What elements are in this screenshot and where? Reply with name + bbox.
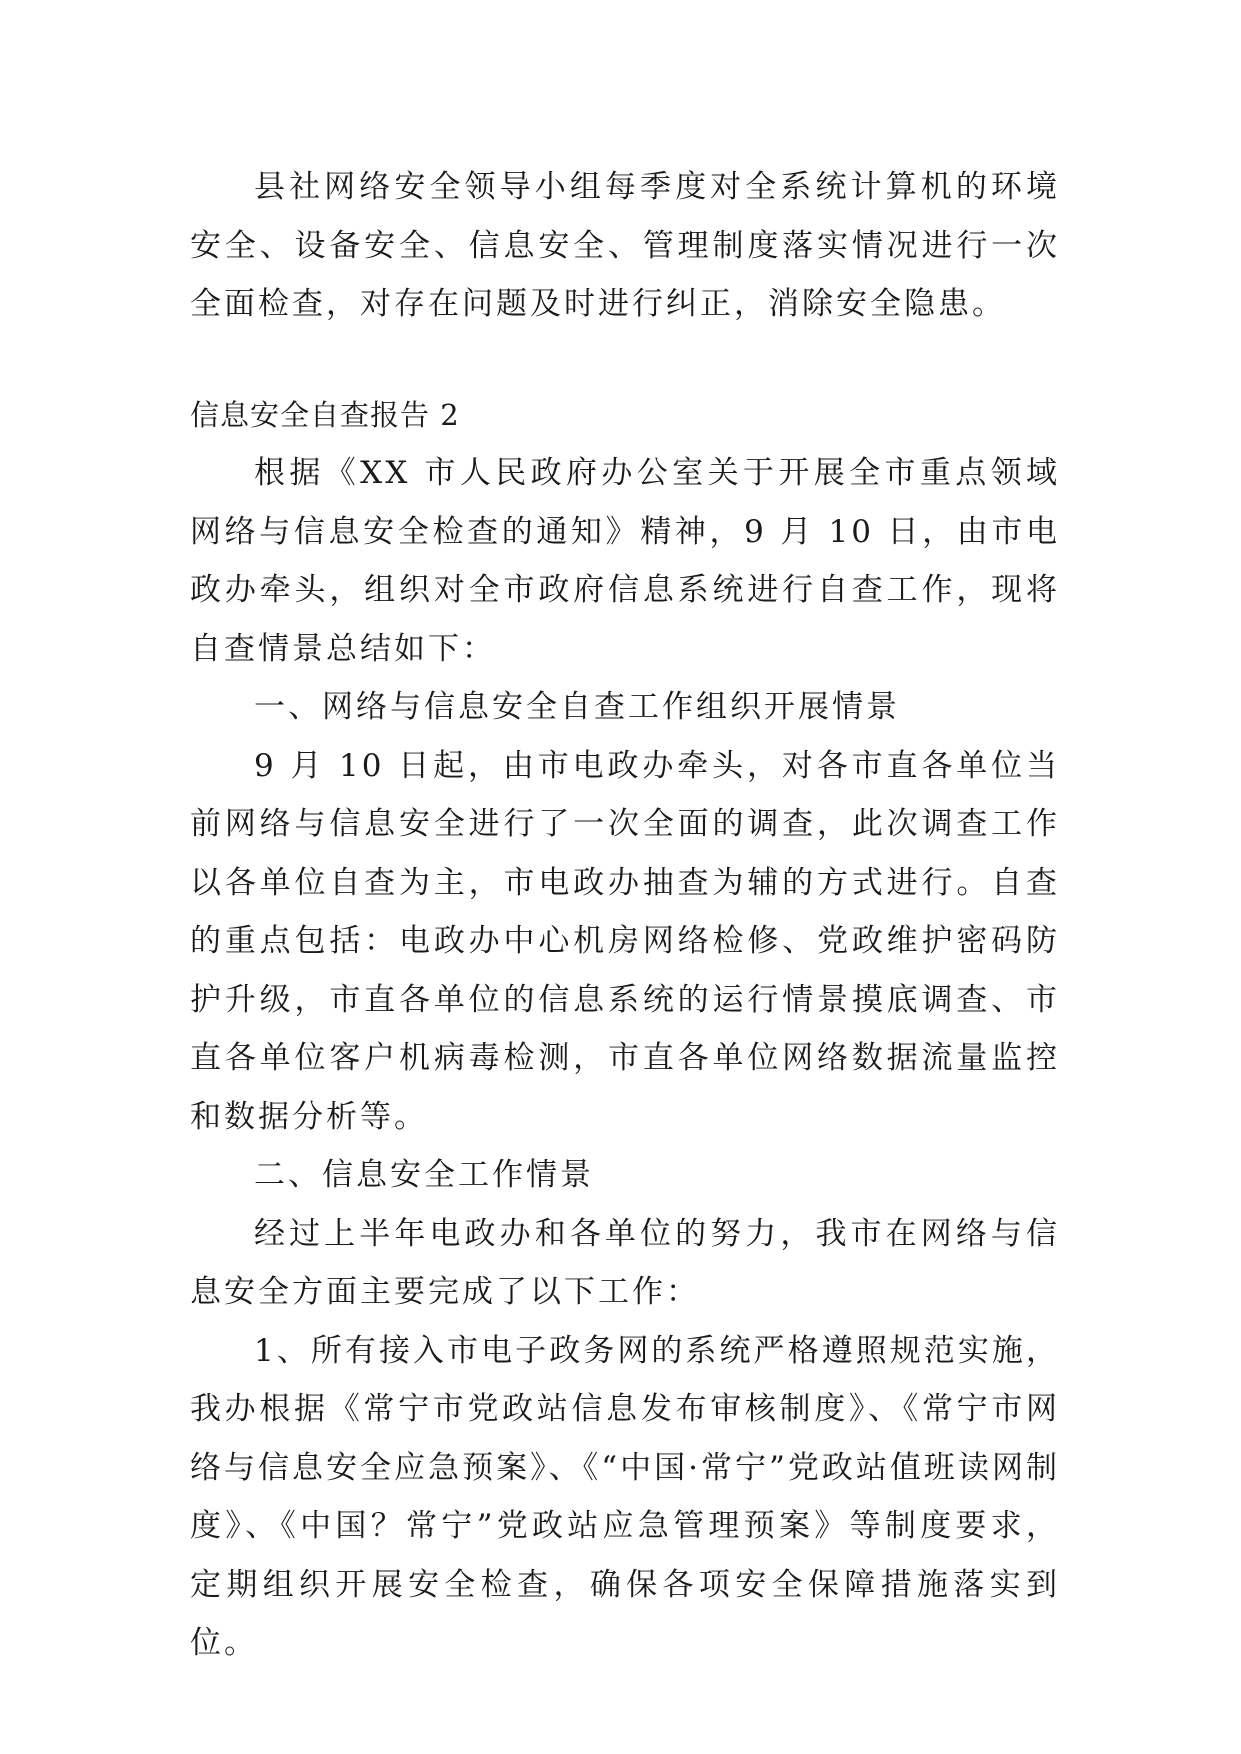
paragraph-intro: 根据《XX 市人民政府办公室关于开展全市重点领域网络与信息安全检查的通知》精神，9 月 10 日，由市电政办牵头，组织对全市政府信息系统进行自查工作，现将自查情景总结如下：	[190, 455, 1060, 667]
section-heading-1: 一、网络与信息安全自查工作组织开展情景	[254, 689, 900, 725]
section-heading-2: 二、信息安全工作情景	[254, 1157, 594, 1193]
paragraph-section-2-intro: 经过上半年电政办和各单位的努力，我市在网络与信息安全方面主要完成了以下工作：	[190, 1215, 1060, 1310]
report-heading: 信息安全自查报告 2	[190, 397, 460, 432]
paragraph-section-1: 9 月 10 日起，由市电政办牵头，对各市直各单位当前网络与信息安全进行了一次全面的调查，此次调查工作以各单位自查为主，市电政办抽查为辅的方式进行。自查的重点包括：电政办中心机房网络检修、党政维护密码防护升级，市直各单位的信息系统的运行情景摸底调查、市直各单位客户机病毒检测，市直各单位网络数据流量监控和数据分析等。	[190, 747, 1060, 1135]
paragraph-security-inspection: 县社网络安全领导小组每季度对全系统计算机的环境安全、设备安全、信息安全、管理制度落实情况进行一次全面检查，对存在问题及时进行纠正，消除安全隐患。	[190, 169, 1060, 322]
document-body	[190, 158, 1060, 1673]
paragraph-item-1: 1、所有接入市电子政务网的系统严格遵照规范实施，我办根据《常宁市党政站信息发布审核制度》、《常宁市网络与信息安全应急预案》、《“中国·常宁”党政站值班读网制度》、《中国？常宁”党政站应急管理预案》等制度要求，定期组织开展安全检查，确保各项安全保障措施落实到位。	[190, 1332, 1060, 1661]
